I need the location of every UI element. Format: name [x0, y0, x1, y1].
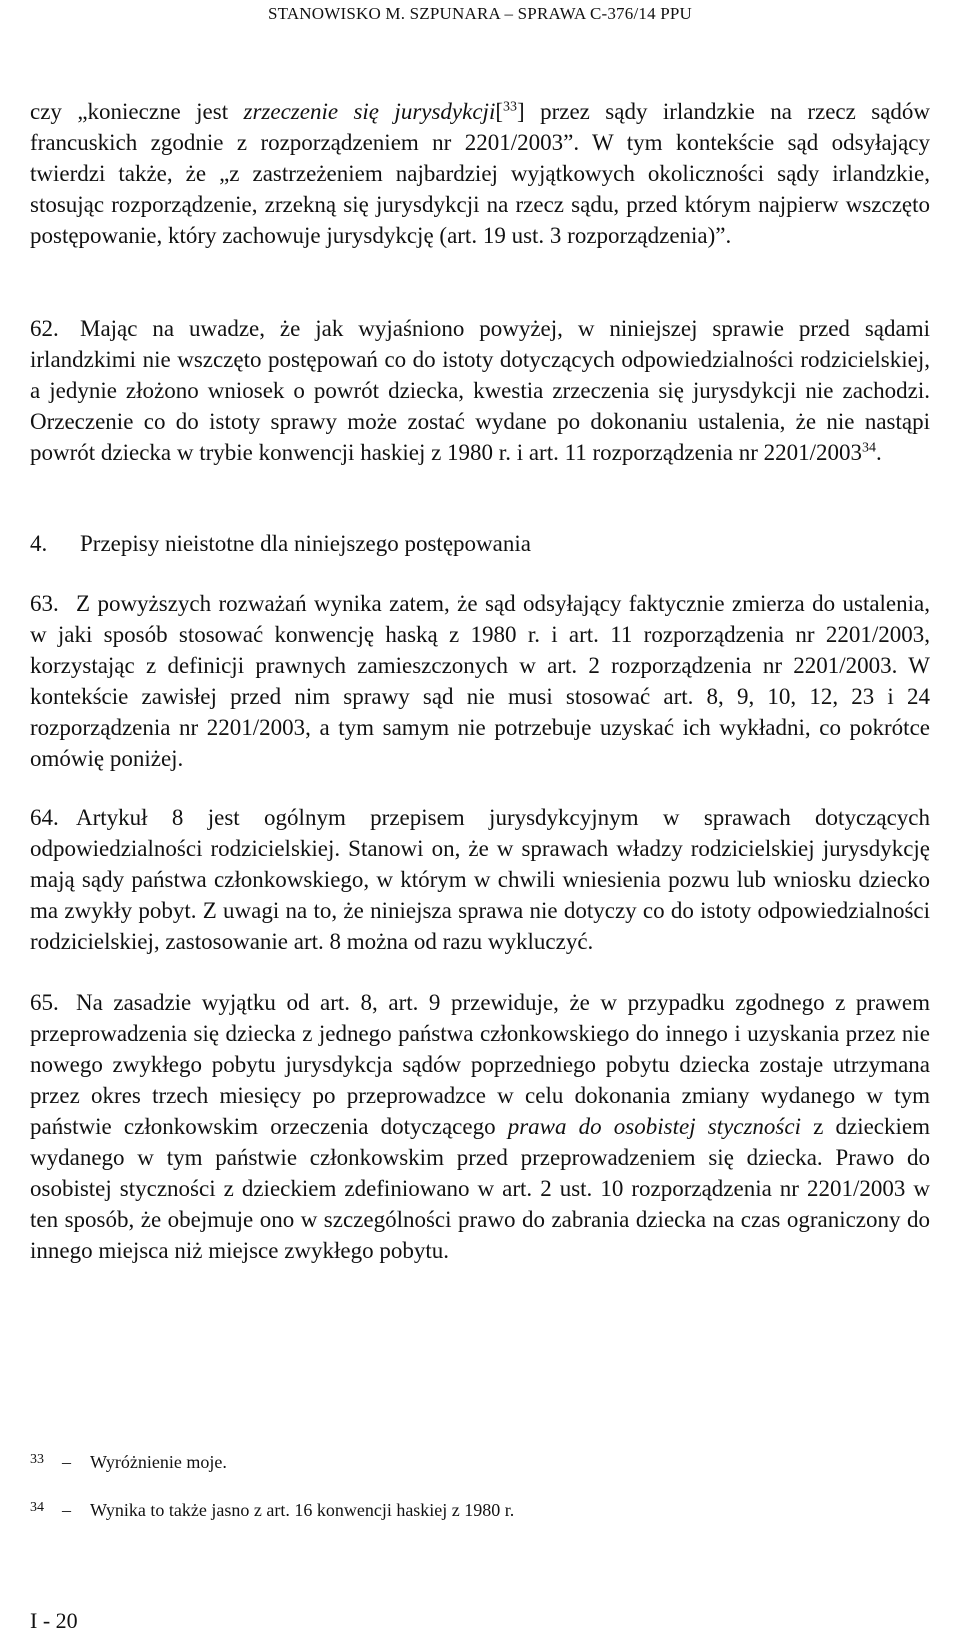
- section-title: Przepisy nieistotne dla niniejszego postępowania: [80, 531, 531, 556]
- section-number: 4.: [30, 531, 48, 556]
- paragraph-number: 65.: [30, 990, 59, 1015]
- running-header: STANOWISKO M. SZPUNARA – SPRAWA C-376/14 PPU: [267, 4, 693, 23]
- intro-emphasis: zrzeczenie się jurysdykcji: [243, 99, 496, 124]
- paragraph-number: 64.: [30, 805, 59, 830]
- paragraph-text: Artykuł 8 jest ogólnym przepisem jurysdykcyjnym w sprawach dotyczących odpowiedzialności rodzicielskiej. Stanowi on, że w sprawach władzy rodzicielskiej jurysdykcję mają sądy państwa członkowskiego, w którym w chwili wniesienia pozwu lub wniosku dziecko ma zwykły pobyt. Z uwagi na to, że niniejsza sprawa nie dotyczy co do istoty odpowiedzialności rodzicielskiej, zastosowanie art. 8 można od razu wykluczyć.: [30, 805, 930, 954]
- paragraph-end: .: [876, 440, 882, 465]
- intro-paragraph: [30, 96, 930, 251]
- paragraph-64: [30, 802, 930, 957]
- footnote-33: [30, 1452, 930, 1473]
- intro-text-end: ] przez sądy irlandzkie na rzecz sądów francuskich zgodnie z rozporządzeniem nr 2201/2003”. W tym kontekście sąd odsyłający twierdzi także, że „z zastrzeżeniem najbardziej wyjątkowych okoliczności sądy irlandzkie, stosując rozporządzenie, zrzekną się jurysdykcji na rzecz sądu, przed którym najpierw wszczęto postępowanie, który zachowuje jurysdykcję (art. 19 ust. 3 rozporządzenia)”.: [30, 99, 931, 248]
- paragraph-emphasis: prawa do osobistej styczności: [507, 1114, 801, 1139]
- footnote-number: 34: [30, 1500, 44, 1515]
- paragraph-63: [30, 588, 930, 774]
- intro-bracket-open: [: [495, 99, 504, 124]
- paragraph-text: Mając na uwadze, że jak wyjaśniono powyżej, w niniejszej sprawie przed sądami irlandzkimi nie wszczęto postępowań co do istoty dotyczących odpowiedzialności rodzicielskiej, a jedynie złożono wniosek o powrót dziecka, kwestia zrzeczenia się jurysdykcji nie zachodzi. Orzeczenie co do istoty sprawy może zostać wydane po dokonaniu ustalenia, że nie nastąpi powrót dziecka w trybie konwencji haskiej z 1980 r. i art. 11 rozporządzenia nr 2201/2003: [30, 316, 930, 465]
- paragraph-text-start: Na zasadzie wyjątku od art. 8, art. 9 przewiduje, że w przypadku zgodnego z prawem przeprowadzenia się dziecka z jednego państwa członkowskiego do innego i uzyskania przez nie nowego zwykłego pobytu jurysdykcja sądów poprzedniego pobytu dziecka zostaje utrzymana przez okres trzech miesięcy po przeprowadzce w celu dokonania zmiany wydanego w tym państwie członkowskim orzeczenia dotyczącego: [30, 990, 930, 1139]
- page-number: I - 20: [30, 1608, 78, 1633]
- footnote-text: Wyróżnienie moje.: [90, 1452, 227, 1472]
- paragraph-text-end: z dzieckiem wydanego w tym państwie członkowskim przed przeprowadzeniem się dziecka. Prawo do osobistej styczności z dzieckiem zdefiniowano w art. 2 ust. 10 rozporządzenia nr 2201/2003 w ten sposób, że obejmuje ono w szczególności prawo do zabrania dziecka na czas ograniczony do innego miejsca niż miejsce zwykłego pobytu.: [30, 1114, 930, 1263]
- footnote-34: [30, 1500, 930, 1521]
- footnote-dash: –: [62, 1500, 71, 1520]
- paragraph-62: [30, 313, 930, 468]
- footnote-dash: –: [62, 1452, 71, 1472]
- footnote-ref-34[interactable]: 34: [862, 440, 876, 456]
- section-heading-4: [30, 528, 930, 559]
- paragraph-text: Z powyższych rozważań wynika zatem, że sąd odsyłający faktycznie zmierza do ustalenia, w jaki sposób stosować konwencję haską z 1980 r. i art. 11 rozporządzenia nr 2201/2003, korzystając z definicji prawnych zamieszczonych w art. 2 rozporządzenia nr 2201/2003. W kontekście zawisłej przed nim sprawy sąd nie musi stosować art. 8, 9, 10, 12, 23 i 24 rozporządzenia nr 2201/2003, a tym samym nie potrzebuje uzyskać ich wykładni, co pokrótce omówię poniżej.: [30, 591, 930, 771]
- footnote-ref-33[interactable]: 33: [503, 99, 518, 115]
- paragraph-number: 62.: [30, 316, 59, 341]
- footnote-text: Wynika to także jasno z art. 16 konwencji haskiej z 1980 r.: [90, 1500, 515, 1520]
- footnote-number: 33: [30, 1452, 44, 1467]
- intro-text-start: czy „konieczne jest: [30, 99, 244, 124]
- paragraph-65: [30, 987, 930, 1266]
- paragraph-number: 63.: [30, 591, 59, 616]
